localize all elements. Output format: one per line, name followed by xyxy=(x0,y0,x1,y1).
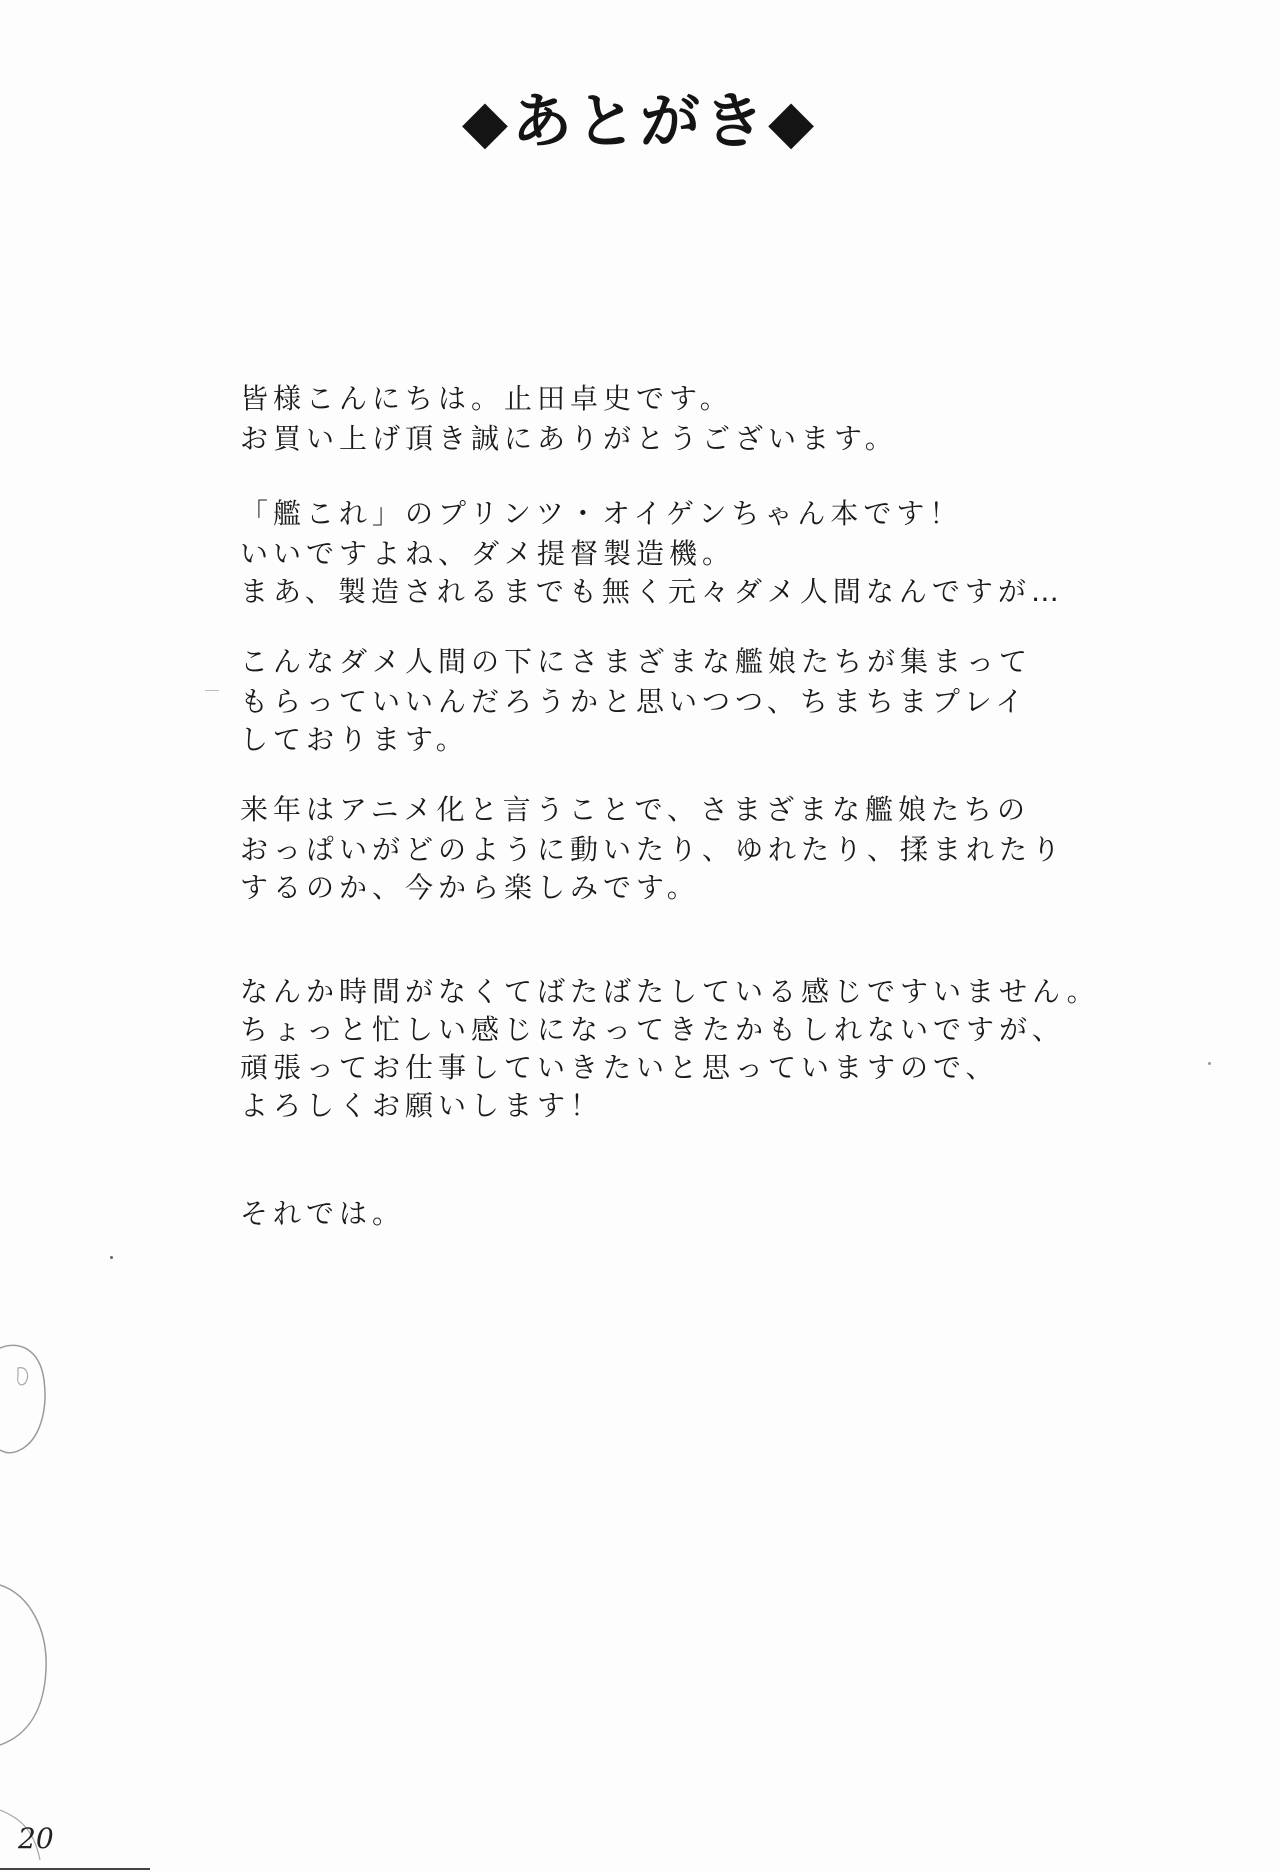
body-line: 来年はアニメ化と言うことで、さまざまな艦娘たちの xyxy=(240,793,1031,826)
body-line: 頑張ってお仕事していきたいと思っていますので、 xyxy=(240,1051,999,1084)
body-line: おっぱいがどのように動いたり、ゆれたり、揉まれたり xyxy=(240,833,1066,866)
body-line: お買い上げ頂き誠にありがとうございます。 xyxy=(240,422,898,455)
scan-mark xyxy=(205,690,219,691)
body-line: まあ、製造されるまでも無く元々ダメ人間なんですが… xyxy=(240,575,1064,608)
body-line: しております。 xyxy=(240,723,469,756)
body-line: なんか時間がなくてばたばたしている感じですいません。 xyxy=(240,975,1100,1008)
body-line: ちょっと忙しい感じになってきたかもしれないですが、 xyxy=(240,1013,1066,1046)
page-title: ◆あとがき◆ xyxy=(461,87,819,157)
page-edge-line xyxy=(0,1868,150,1870)
sketch-outline-illustration xyxy=(0,1340,60,1872)
body-line: いいですよね、ダメ提督製造機。 xyxy=(240,537,736,570)
scan-speck xyxy=(1208,1062,1211,1065)
body-line: よろしくお願いします！ xyxy=(240,1089,604,1122)
body-line: こんなダメ人間の下にさまざまな艦娘たちが集まって xyxy=(240,645,1033,678)
page-number: 20 xyxy=(18,1822,54,1855)
body-line: するのか、今から楽しみです。 xyxy=(240,871,700,904)
body-line: それでは。 xyxy=(240,1197,406,1230)
body-line: 皆様こんにちは。止田卓史です。 xyxy=(240,382,733,415)
scan-speck xyxy=(110,1256,113,1259)
body-line: 「艦これ」のプリンツ・オイゲンちゃん本です！ xyxy=(240,497,963,530)
body-line: もらっていいんだろうかと思いつつ、ちまちまプレイ xyxy=(240,685,1029,718)
